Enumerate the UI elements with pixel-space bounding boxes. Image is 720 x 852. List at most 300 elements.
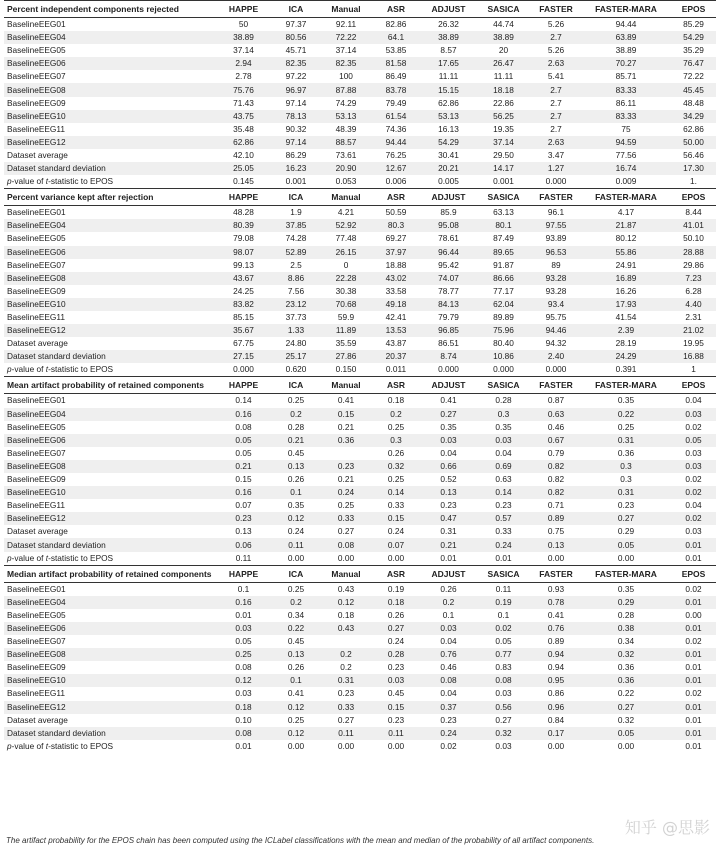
- table-cell: 0.1: [497, 609, 510, 620]
- table-cell: 35.29: [683, 45, 704, 56]
- table-cell: 74.28: [285, 233, 307, 244]
- table-cell: 97.37: [285, 19, 307, 30]
- table-cell: 0.27: [337, 714, 355, 725]
- table-cell: 0.02: [440, 740, 457, 751]
- column-header: EPOS: [681, 192, 706, 203]
- column-header: FASTER-MARA: [595, 192, 657, 203]
- column-header: ADJUST: [431, 4, 466, 14]
- table-cell: 0.25: [287, 583, 305, 594]
- table-cell: 0.00: [387, 552, 405, 563]
- column-header: HAPPE: [228, 568, 259, 579]
- table-cell: 0.28: [387, 649, 405, 660]
- row-label: Dataset standard deviation: [7, 351, 106, 362]
- table-cell: 0.1: [290, 487, 302, 498]
- table-cell: 0.2: [340, 649, 352, 660]
- table-cell: 0.23: [440, 714, 457, 725]
- row-label: BaselineEEG09: [7, 662, 66, 673]
- table-cell: 63.13: [493, 207, 514, 218]
- table-row: [4, 83, 716, 96]
- table-cell: 41.54: [615, 312, 637, 323]
- table-cell: 0.16: [235, 596, 252, 607]
- table-cell: 0.01: [685, 675, 702, 686]
- table-cell: 62.86: [233, 136, 254, 147]
- table-cell: 0.84: [547, 714, 565, 725]
- row-label: BaselineEEG06: [7, 434, 66, 445]
- table-cell: 33.58: [385, 285, 407, 296]
- table-cell: 2.5: [290, 259, 302, 270]
- table-cell: 94.59: [615, 136, 637, 147]
- table-cell: 0.001: [285, 176, 307, 187]
- table-cell: 0.03: [685, 460, 702, 471]
- table-row: [4, 232, 716, 245]
- table-row: [4, 259, 716, 272]
- table-cell: 0.26: [387, 447, 405, 458]
- table-cell: 0.053: [335, 176, 357, 187]
- table-cell: 70.68: [335, 298, 357, 309]
- table-cell: 85.9: [440, 207, 457, 218]
- table-cell: 48.48: [683, 97, 704, 108]
- table-cell: 82.35: [335, 58, 357, 69]
- table-cell: 0.46: [547, 421, 565, 432]
- table-cell: 0.26: [440, 583, 457, 594]
- table-cell: 0.1: [237, 583, 250, 594]
- column-header: EPOS: [681, 380, 706, 391]
- row-label: BaselineEEG07: [7, 636, 66, 647]
- table-cell: 30.38: [335, 285, 357, 296]
- table-cell: 0.82: [547, 460, 565, 471]
- table-cell: 0.12: [337, 596, 355, 607]
- table-cell: 0.94: [547, 649, 565, 660]
- table-cell: 0.006: [385, 176, 407, 187]
- table-row: [4, 538, 716, 551]
- table-cell: 23.12: [285, 298, 307, 309]
- table-cell: 93.4: [547, 298, 565, 309]
- table-cell: 42.10: [233, 149, 254, 160]
- table-cell: 86.49: [385, 71, 407, 82]
- table-cell: 0.19: [495, 596, 512, 607]
- table-cell: 63.89: [615, 32, 637, 43]
- table-cell: [321, 447, 371, 460]
- table-cell: 0.02: [495, 622, 512, 633]
- table-cell: 0.12: [235, 675, 252, 686]
- table-cell: 0.77: [495, 649, 512, 660]
- section-title: Median artifact probability of retained components: [7, 568, 212, 579]
- table-cell: 0.01: [495, 552, 512, 563]
- row-label: BaselineEEG07: [7, 447, 66, 458]
- table-cell: 0.23: [235, 513, 252, 524]
- table-cell: 0.01: [685, 740, 702, 751]
- table-cell: 17.30: [683, 163, 704, 174]
- table-cell: 0.11: [338, 727, 354, 738]
- table-cell: 0.000: [233, 364, 254, 375]
- table-cell: 22.28: [335, 272, 357, 283]
- table-cell: 13.53: [385, 325, 407, 336]
- table-cell: 0.29: [617, 596, 635, 607]
- table-cell: 0.15: [387, 701, 405, 712]
- table-row: [4, 311, 716, 324]
- table-cell: 77.17: [493, 285, 514, 296]
- column-header: Manual: [331, 380, 361, 391]
- table-cell: 0.26: [287, 662, 305, 673]
- table-cell: 0.00: [287, 552, 305, 563]
- row-label: BaselineEEG07: [7, 71, 66, 82]
- table-cell: 0.56: [495, 701, 512, 712]
- table-cell: 0.150: [335, 364, 357, 375]
- table-cell: 0.19: [387, 583, 405, 594]
- column-header: ICA: [288, 568, 304, 579]
- table-row: [4, 486, 716, 499]
- table-cell: 0.86: [547, 688, 565, 699]
- row-label: BaselineEEG12: [7, 325, 66, 336]
- table-cell: 0.93: [547, 583, 565, 594]
- table-cell: 0.000: [493, 364, 514, 375]
- row-label: BaselineEEG05: [7, 45, 66, 56]
- table-cell: 43.75: [233, 110, 254, 121]
- table-cell: 0.01: [685, 539, 702, 550]
- table-cell: 85.29: [683, 19, 704, 30]
- column-header: ICA: [288, 4, 304, 14]
- row-label: BaselineEEG01: [7, 583, 66, 594]
- row-label: BaselineEEG10: [7, 487, 66, 498]
- table-cell: 0.011: [385, 364, 407, 375]
- table-cell: 0.27: [387, 622, 405, 633]
- table-cell: [321, 635, 371, 648]
- table-row: [4, 525, 716, 538]
- table-cell: 28.88: [683, 246, 704, 257]
- table-cell: 0.34: [617, 636, 635, 647]
- row-label: BaselineEEG10: [7, 298, 66, 309]
- table-cell: 24.29: [615, 351, 637, 362]
- table-cell: 2.63: [547, 136, 565, 147]
- p-value-label: p-value of t-statistic to EPOS: [7, 740, 114, 751]
- table-cell: 72.22: [335, 32, 357, 43]
- row-label: BaselineEEG06: [7, 246, 66, 257]
- table-row: [4, 285, 716, 298]
- table-cell: 52.92: [335, 220, 357, 231]
- p-value-label: p-value of t-statistic to EPOS: [7, 176, 114, 187]
- table-cell: 0.00: [337, 740, 355, 751]
- column-header: HAPPE: [228, 192, 259, 203]
- row-label: BaselineEEG12: [7, 513, 66, 524]
- table-cell: 0.95: [547, 675, 565, 686]
- table-cell: 0.3: [620, 474, 632, 485]
- table-row: [4, 434, 716, 447]
- table-cell: 92.11: [335, 19, 357, 30]
- table-cell: 0.2: [340, 662, 352, 673]
- table-row: [4, 57, 716, 70]
- table-cell: 16.26: [615, 285, 637, 296]
- table-cell: 80.40: [493, 338, 514, 349]
- row-label: BaselineEEG05: [7, 421, 66, 432]
- table-cell: 97.14: [285, 136, 307, 147]
- table-cell: 17.93: [615, 298, 637, 309]
- table-cell: 86.51: [438, 338, 459, 349]
- column-header: HAPPE: [228, 4, 259, 14]
- table-cell: 93.89: [545, 233, 567, 244]
- table-row: [4, 110, 716, 123]
- row-label: Dataset standard deviation: [7, 727, 106, 738]
- table-cell: 0.32: [387, 460, 405, 471]
- table-cell: 0.26: [287, 474, 305, 485]
- table-cell: 0.2: [290, 596, 302, 607]
- table-cell: 0.23: [387, 714, 405, 725]
- table-cell: 0.89: [547, 513, 565, 524]
- table-cell: 4.17: [617, 207, 635, 218]
- table-cell: 35.48: [233, 123, 254, 134]
- table-cell: 0.36: [617, 675, 635, 686]
- table-cell: 0.05: [685, 434, 702, 445]
- table-cell: 16.88: [683, 351, 704, 362]
- table-cell: 97.14: [285, 97, 307, 108]
- column-header: FASTER: [539, 568, 573, 579]
- table-cell: 80.1: [495, 220, 512, 231]
- column-header: ASR: [387, 192, 405, 203]
- column-header: FASTER: [539, 4, 573, 14]
- row-label: [4, 175, 216, 189]
- table-cell: 0.32: [617, 649, 635, 660]
- row-label: BaselineEEG09: [7, 474, 66, 485]
- table-cell: 0.21: [235, 460, 252, 471]
- table-cell: 2.40: [547, 351, 565, 362]
- table-cell: 38.89: [438, 32, 459, 43]
- table-cell: 0.03: [685, 447, 702, 458]
- table-cell: 0.02: [685, 421, 702, 432]
- table-cell: 0.14: [235, 395, 252, 406]
- table-cell: 78.13: [285, 110, 307, 121]
- table-row: [4, 298, 716, 311]
- table-cell: 50.10: [683, 233, 704, 244]
- row-label: BaselineEEG12: [7, 136, 66, 147]
- table-cell: 0.02: [685, 513, 702, 524]
- table-cell: 97.22: [285, 71, 307, 82]
- table-cell: 38.89: [493, 32, 514, 43]
- table-cell: 0.27: [617, 513, 635, 524]
- table-cell: 0.35: [617, 583, 635, 594]
- table-cell: 2.7: [550, 110, 562, 121]
- table-row: [4, 447, 716, 460]
- table-cell: 0.1: [442, 609, 455, 620]
- table-cell: 16.74: [615, 163, 637, 174]
- table-row: [4, 499, 716, 512]
- table-cell: 81.58: [385, 58, 407, 69]
- table-cell: 0.79: [547, 447, 565, 458]
- table-cell: 0.66: [440, 460, 457, 471]
- table-cell: 0.02: [685, 688, 702, 699]
- table-cell: 86.11: [615, 97, 637, 108]
- row-label: BaselineEEG06: [7, 58, 66, 69]
- table-cell: 90.32: [285, 123, 307, 134]
- table-cell: 37.14: [335, 45, 357, 56]
- table-cell: 0.82: [547, 474, 565, 485]
- table-cell: 0.35: [440, 421, 457, 432]
- table-cell: 4.21: [337, 207, 355, 218]
- column-header: SASICA: [487, 192, 520, 203]
- results-table: [4, 0, 716, 753]
- table-cell: 20.90: [335, 163, 357, 174]
- table-cell: 19.35: [493, 123, 514, 134]
- table-cell: 0.67: [547, 434, 565, 445]
- table-cell: 52.89: [285, 246, 307, 257]
- table-cell: 5.26: [547, 19, 565, 30]
- table-cell: 44.74: [493, 19, 514, 30]
- column-header: ICA: [288, 380, 304, 391]
- row-label: Dataset average: [7, 338, 68, 349]
- table-cell: 17.65: [438, 58, 459, 69]
- section-title: Percent independent components rejected: [7, 4, 179, 14]
- table-cell: 0.27: [337, 526, 355, 537]
- table-cell: 42.41: [385, 312, 407, 323]
- table-row: [4, 70, 716, 83]
- table-cell: 0.36: [617, 662, 635, 673]
- table-cell: 21.87: [615, 220, 637, 231]
- p-value-label: p-value of t-statistic to EPOS: [7, 552, 114, 563]
- table-cell: 0.05: [235, 636, 252, 647]
- table-cell: 0.21: [287, 434, 305, 445]
- table-row: [4, 622, 716, 635]
- column-header: FASTER-MARA: [595, 4, 657, 14]
- table-cell: 0.89: [547, 636, 565, 647]
- table-cell: 11.11: [493, 71, 514, 82]
- table-cell: 0.22: [617, 408, 635, 419]
- table-cell: 87.88: [335, 84, 357, 95]
- table-cell: 94.32: [545, 338, 567, 349]
- table-cell: 79.49: [385, 97, 407, 108]
- table-cell: 56.46: [683, 149, 704, 160]
- column-header: SASICA: [487, 4, 520, 14]
- table-cell: 6.28: [685, 285, 702, 296]
- table-cell: 27.86: [335, 351, 357, 362]
- table-cell: 0.14: [495, 487, 512, 498]
- row-label: BaselineEEG10: [7, 675, 66, 686]
- table-cell: 0.31: [617, 487, 635, 498]
- table-cell: 83.33: [615, 110, 637, 121]
- table-cell: 0.06: [235, 539, 252, 550]
- table-cell: 0.12: [287, 513, 305, 524]
- table-cell: 34.29: [683, 110, 704, 121]
- table-cell: 20: [498, 45, 509, 56]
- table-row: [4, 136, 716, 149]
- section-title: Mean artifact probability of retained components: [7, 380, 204, 391]
- table-cell: 18.88: [385, 259, 407, 270]
- row-label: BaselineEEG09: [7, 97, 66, 108]
- table-cell: 0.24: [440, 727, 457, 738]
- table-cell: 95.08: [438, 220, 459, 231]
- p-value-label: p-value of t-statistic to EPOS: [7, 364, 114, 375]
- row-label: BaselineEEG01: [7, 395, 66, 406]
- table-cell: 0.37: [440, 701, 457, 712]
- table-cell: 0.391: [615, 364, 637, 375]
- table-cell: 94.44: [615, 19, 637, 30]
- table-cell: 8.57: [440, 45, 457, 56]
- table-cell: 0.12: [287, 727, 305, 738]
- table-cell: 0.18: [387, 596, 405, 607]
- table-cell: 83.78: [385, 84, 407, 95]
- table-cell: 0.21: [337, 474, 355, 485]
- table-cell: 53.13: [438, 110, 459, 121]
- table-cell: 0.00: [685, 609, 702, 620]
- table-cell: 0.31: [440, 526, 457, 537]
- table-cell: 73.61: [335, 149, 357, 160]
- table-cell: 0.04: [440, 447, 457, 458]
- table-cell: 96.53: [545, 246, 567, 257]
- table-row: [4, 350, 716, 363]
- table-cell: 80.3: [387, 220, 405, 231]
- table-cell: 79.79: [438, 312, 459, 323]
- table-cell: 0.25: [387, 474, 405, 485]
- table-cell: 2.78: [235, 71, 252, 82]
- table-cell: 37.97: [385, 246, 407, 257]
- table-cell: 2.39: [617, 325, 635, 336]
- table-cell: 11.11: [438, 71, 459, 82]
- table-row: [4, 162, 716, 175]
- table-cell: 85.15: [233, 312, 254, 323]
- table-cell: 4.40: [685, 298, 702, 309]
- table-row: [4, 582, 716, 596]
- table-cell: 0.00: [337, 552, 355, 563]
- table-cell: 96.85: [438, 325, 459, 336]
- table-cell: 0.05: [617, 727, 635, 738]
- table-row: [4, 18, 716, 32]
- table-cell: 0.05: [235, 447, 252, 458]
- table-cell: 0.25: [337, 500, 355, 511]
- table-cell: 0.57: [495, 513, 512, 524]
- table-cell: 0.46: [440, 662, 457, 673]
- table-cell: 20.37: [385, 351, 407, 362]
- table-cell: 0.08: [235, 662, 252, 673]
- table-cell: 0.33: [495, 526, 512, 537]
- column-header: FASTER-MARA: [595, 568, 657, 579]
- table-cell: 0.25: [617, 421, 635, 432]
- row-label: BaselineEEG11: [7, 123, 65, 134]
- row-label: [4, 552, 216, 566]
- table-cell: 53.85: [385, 45, 407, 56]
- table-cell: 0.23: [337, 688, 355, 699]
- table-cell: 0.47: [440, 513, 457, 524]
- table-cell: 8.86: [287, 272, 305, 283]
- table-cell: 28.19: [615, 338, 637, 349]
- table-cell: 0.15: [337, 408, 355, 419]
- table-cell: 14.17: [493, 163, 514, 174]
- table-cell: 16.13: [438, 123, 459, 134]
- table-cell: 12.67: [385, 163, 407, 174]
- table-cell: 0.41: [440, 395, 457, 406]
- row-label: Dataset average: [7, 714, 68, 725]
- table-cell: 0.83: [495, 662, 512, 673]
- table-cell: 0.01: [685, 727, 702, 738]
- table-cell: 0.31: [617, 434, 635, 445]
- table-cell: 24.80: [285, 338, 307, 349]
- table-cell: 1.9: [290, 207, 302, 218]
- table-cell: 27.15: [233, 351, 254, 362]
- table-cell: 0.01: [685, 649, 702, 660]
- table-cell: 0.04: [440, 636, 457, 647]
- table-cell: 0.34: [287, 609, 305, 620]
- table-cell: 0.2: [390, 408, 402, 419]
- table-cell: 0.11: [288, 539, 304, 550]
- table-row: [4, 408, 716, 421]
- table-cell: 100: [339, 71, 353, 82]
- column-header: ADJUST: [431, 568, 466, 579]
- table-cell: 0.32: [495, 727, 512, 738]
- table-cell: 0.01: [685, 662, 702, 673]
- table-cell: 0.24: [387, 526, 405, 537]
- table-cell: 0.03: [235, 622, 252, 633]
- table-cell: 0.08: [235, 727, 252, 738]
- table-cell: 43.87: [385, 338, 407, 349]
- table-cell: 41.01: [683, 220, 704, 231]
- row-label: BaselineEEG12: [7, 701, 66, 712]
- table-cell: 35.67: [233, 325, 254, 336]
